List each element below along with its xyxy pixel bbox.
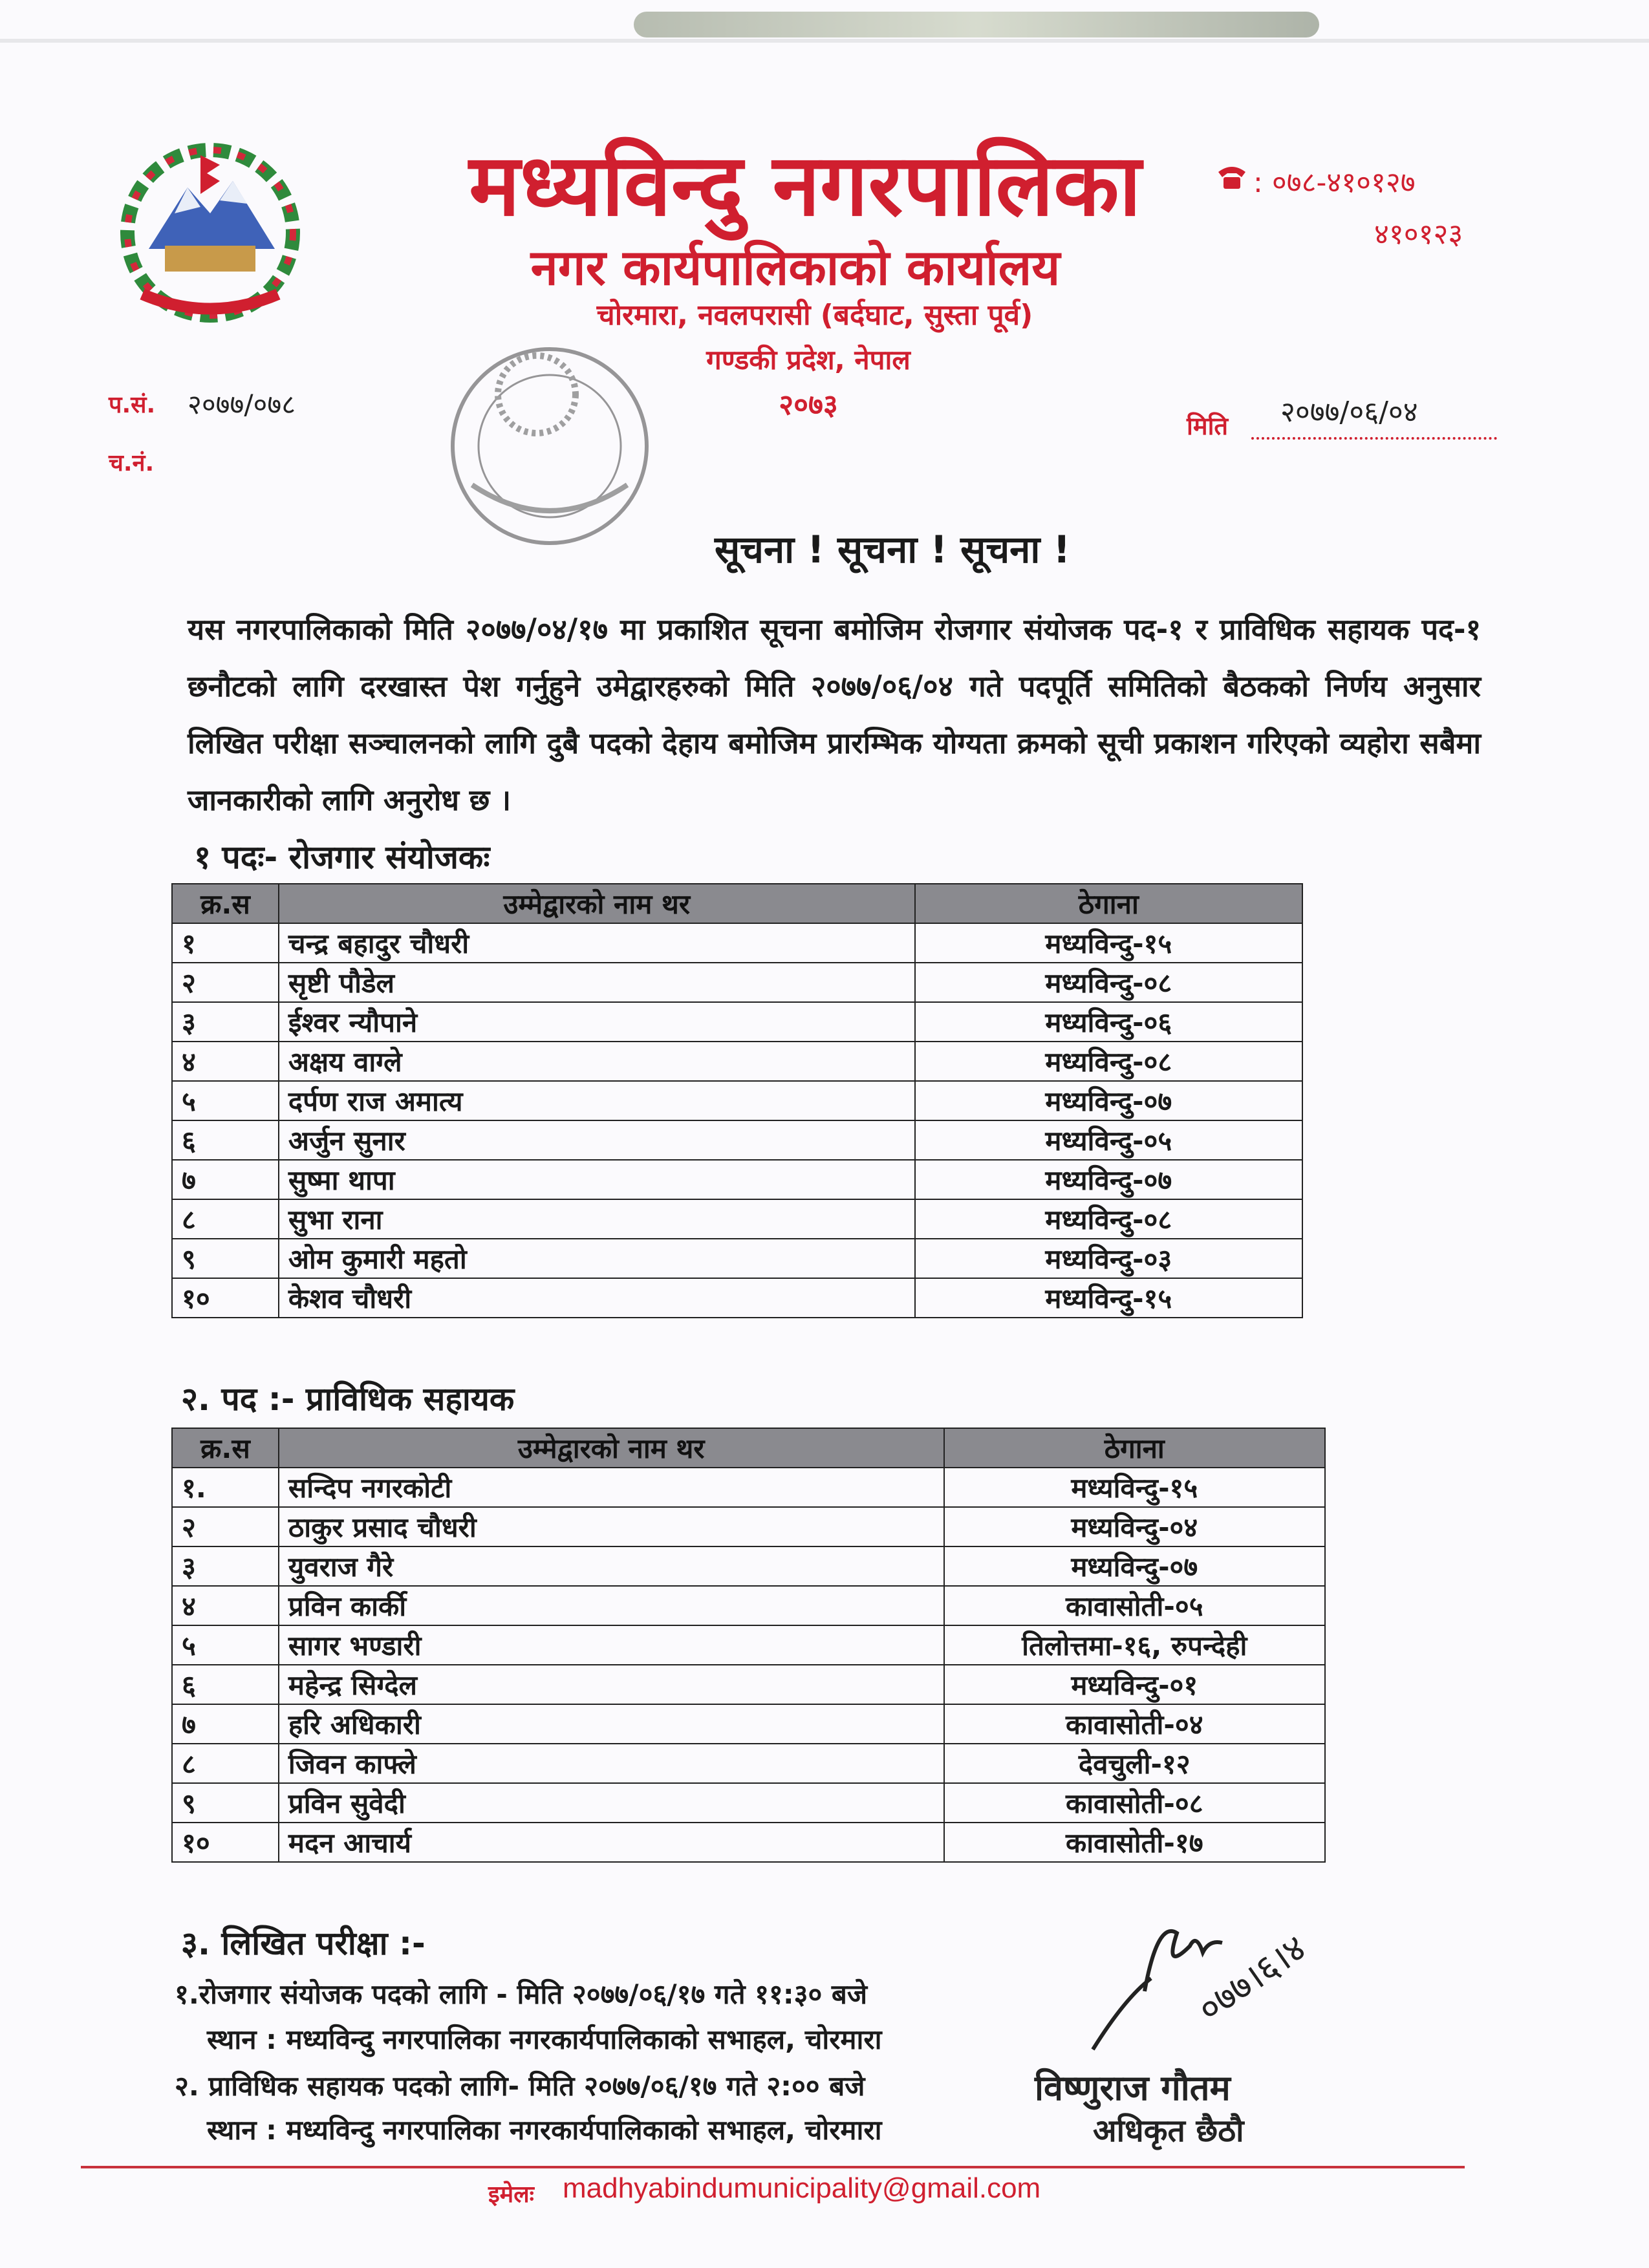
stamp-title: अधिकृत छैठौ: [1093, 2113, 1244, 2149]
cell-address: मध्यविन्दु-०७: [915, 1081, 1302, 1120]
section-1-heading: १ पदः- रोजगार संयोजकः: [194, 839, 490, 876]
cell-name: प्रविन कार्की: [279, 1586, 944, 1625]
phone-number-2: ४१०१२३: [1374, 218, 1463, 251]
cell-serial: ९: [172, 1239, 279, 1278]
cell-address: मध्यविन्दु-०७: [915, 1160, 1302, 1199]
table-row: [172, 1665, 1325, 1704]
cell-serial: ५: [172, 1081, 279, 1120]
cell-name: सन्दिप नगरकोटी: [279, 1468, 944, 1507]
table-row: [172, 1002, 1302, 1042]
table-row: [172, 1507, 1325, 1546]
col-header-name: उम्मेद्वारको नाम थर: [279, 1428, 944, 1468]
table-row: [172, 923, 1302, 963]
cell-name: युवराज गैरे: [279, 1546, 944, 1586]
exam-venue-2: स्थान : मध्यविन्दु नगरपालिका नगरकार्यपालिकाको सभाहल, चोरमारा: [207, 2114, 882, 2146]
cell-serial: ३: [172, 1002, 279, 1042]
exam-line-1: १.रोजगार संयोजक पदको लागि - मिति २०७७/०६/१७ गते ११:३० बजे: [175, 1978, 868, 2010]
table-row: [172, 1081, 1302, 1120]
phone-1: ०७८-४१०१२७: [1271, 166, 1416, 199]
cell-address: मध्यविन्दु-१५: [915, 1278, 1302, 1318]
footer-rule: [81, 2166, 1465, 2168]
date-dotted-line: [1251, 437, 1497, 440]
signature-date: ०७७।६।४: [1190, 1927, 1315, 2031]
cell-address: तिलोत्तमा-१६, रुपन्देही: [944, 1625, 1325, 1665]
cell-name: अर्जुन सुनार: [279, 1120, 915, 1160]
cell-address: मध्यविन्दु-०८: [915, 1199, 1302, 1239]
table-row: [172, 1468, 1325, 1507]
table-row: [172, 1120, 1302, 1160]
org-name: मध्यविन्दु नगरपालिका: [469, 136, 1141, 235]
telephone-icon: [1216, 163, 1248, 191]
table-row: [172, 1278, 1302, 1318]
cell-name: महेन्द्र सिग्देल: [279, 1665, 944, 1704]
email-address: madhyabindumunicipality@gmail.com: [563, 2172, 1041, 2204]
cell-address: मध्यविन्दु-०४: [944, 1507, 1325, 1546]
cell-address: मध्यविन्दु-१५: [944, 1468, 1325, 1507]
cell-address: कावासोती-०५: [944, 1586, 1325, 1625]
table-row: [172, 1239, 1302, 1278]
cell-name: हरि अधिकारी: [279, 1704, 944, 1744]
stamp-name: विष्णुराज गौतम: [1035, 2068, 1231, 2108]
exam-venue-1: स्थान : मध्यविन्दु नगरपालिका नगरकार्यपालिकाको सभाहल, चोरमारा: [207, 2024, 882, 2055]
cell-name: केशव चौधरी: [279, 1278, 915, 1318]
cell-serial: १.: [172, 1468, 279, 1507]
cell-address: मध्यविन्दु-०८: [915, 963, 1302, 1002]
scan-edge: [0, 39, 1649, 43]
cell-serial: ८: [172, 1744, 279, 1783]
handwritten-signature: [1067, 1894, 1345, 2062]
exam-line-2: २. प्राविधिक सहायक पदको लागि- मिति २०७७/०६/१७ गते २:०० बजे: [175, 2070, 865, 2102]
ref-value: २०७७/०७८: [188, 389, 296, 420]
cell-name: मदन आचार्य: [279, 1823, 944, 1862]
table-row: [172, 963, 1302, 1002]
cell-address: कावासोती-०४: [944, 1704, 1325, 1744]
table-row: [172, 1783, 1325, 1823]
cell-name: जिवन काफ्ले: [279, 1744, 944, 1783]
ref-label: प.सं.: [109, 392, 156, 418]
cell-address: मध्यविन्दु-०३: [915, 1239, 1302, 1278]
cell-address: मध्यविन्दु-१५: [915, 923, 1302, 963]
cell-name: चन्द्र बहादुर चौधरी: [279, 923, 915, 963]
section-3-heading: ३. लिखित परीक्षा :-: [181, 1925, 426, 1962]
cell-address: कावासोती-०८: [944, 1783, 1325, 1823]
cell-address: कावासोती-१७: [944, 1823, 1325, 1862]
notice-title: सूचना ! सूचना ! सूचना !: [714, 528, 1071, 572]
date-value: २०७७/०६/०४: [1280, 396, 1418, 429]
cell-serial: ४: [172, 1042, 279, 1081]
cell-address: देवचुली-१२: [944, 1744, 1325, 1783]
table-rojgar-sanyojak: [171, 883, 1303, 1318]
email-label: इमेलः: [488, 2181, 534, 2208]
cell-serial: १: [172, 923, 279, 963]
office-name: नगर कार्यपालिकाको कार्यालय: [530, 239, 1061, 296]
col-header-serial: क्र.स: [172, 884, 279, 923]
cell-name: दर्पण राज अमात्य: [279, 1081, 915, 1120]
table-row: [172, 1704, 1325, 1744]
cell-name: सुष्मा थापा: [279, 1160, 915, 1199]
date-label: मिति: [1187, 412, 1229, 440]
municipality-seal-stamp: [414, 323, 685, 575]
table-row: [172, 1586, 1325, 1625]
table-row: [172, 1042, 1302, 1081]
cell-serial: १०: [172, 1823, 279, 1862]
table-row: [172, 1625, 1325, 1665]
cell-address: मध्यविन्दु-०५: [915, 1120, 1302, 1160]
cell-serial: ८: [172, 1199, 279, 1239]
cell-address: मध्यविन्दु-०७: [944, 1546, 1325, 1586]
cell-serial: ४: [172, 1586, 279, 1625]
cell-serial: ९: [172, 1783, 279, 1823]
cell-serial: ७: [172, 1704, 279, 1744]
cell-address: मध्यविन्दु-०६: [915, 1002, 1302, 1042]
cell-serial: ५: [172, 1625, 279, 1665]
cell-name: ईश्वर न्यौपाने: [279, 1002, 915, 1042]
cell-name: ओम कुमारी महतो: [279, 1239, 915, 1278]
table-row: [172, 1160, 1302, 1199]
address: चोरमारा, नवलपरासी (बर्दघाट, सुस्ता पूर्व): [596, 299, 1033, 332]
notice-body: यस नगरपालिकाको मिति २०७७/०४/१७ मा प्रकाशित सूचना बमोजिम रोजगार संयोजक पद-१ र प्राविधिक सहायक पद-१ छनौटको लागि दरखास्त पेश गर्नुहुने उमेद्वारहरुको मिति २०७७/०६/०४ गते पदपूर्ति समितिको बैठकको निर्णय अनुसार लिखित परीक्षा सञ्चालनको लागि दुबै पदको देहाय बमोजिम प्रारम्भिक योग्यता क्रमको सूची प्रकाशन गरिएको व्यहोरा सबैमा जानकारीको लागि अनुरोध छ ।: [188, 612, 1481, 817]
province: गण्डकी प्रदेश, नेपाल: [706, 344, 911, 376]
cell-serial: २: [172, 963, 279, 1002]
cell-name: सागर भण्डारी: [279, 1625, 944, 1665]
table-row: [172, 1199, 1302, 1239]
ch-label: च.नं.: [109, 450, 155, 476]
established-year: २०७३: [779, 389, 838, 422]
table-prabidhik-sahayak: [171, 1428, 1326, 1863]
scan-smear: [634, 12, 1319, 37]
col-header-serial: क्र.स: [172, 1428, 279, 1468]
cell-serial: १०: [172, 1278, 279, 1318]
nepal-emblem-icon: [103, 136, 317, 330]
cell-name: सुभा राना: [279, 1199, 915, 1239]
cell-serial: ३: [172, 1546, 279, 1586]
col-header-address: ठेगाना: [944, 1428, 1325, 1468]
col-header-address: ठेगाना: [915, 884, 1302, 923]
cell-name: सृष्टी पौडेल: [279, 963, 915, 1002]
table-row: [172, 1744, 1325, 1783]
cell-name: प्रविन सुवेदी: [279, 1783, 944, 1823]
table-row: [172, 1546, 1325, 1586]
section-2-heading: २. पद :- प्राविधिक सहायक: [181, 1380, 515, 1418]
cell-serial: ७: [172, 1160, 279, 1199]
cell-name: ठाकुर प्रसाद चौधरी: [279, 1507, 944, 1546]
cell-name: अक्षय वाग्ले: [279, 1042, 915, 1081]
cell-serial: ६: [172, 1665, 279, 1704]
cell-address: मध्यविन्दु-०८: [915, 1042, 1302, 1081]
cell-address: मध्यविन्दु-०१: [944, 1665, 1325, 1704]
cell-serial: २: [172, 1507, 279, 1546]
phone-number: : ०७८-४१०१२७: [1253, 166, 1416, 199]
table-row: [172, 1823, 1325, 1862]
col-header-name: उम्मेद्वारको नाम थर: [279, 884, 915, 923]
cell-serial: ६: [172, 1120, 279, 1160]
